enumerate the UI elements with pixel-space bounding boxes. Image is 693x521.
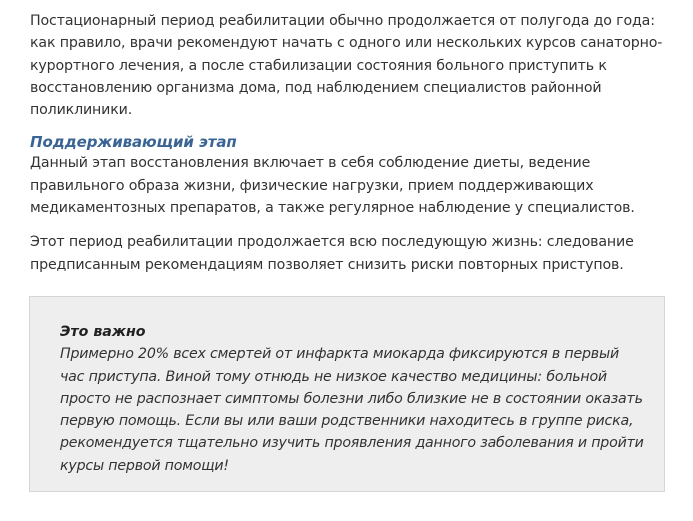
paragraph-post-hospital-period: Постационарный период реабилитации обычно продолжается от полугода до года: как правило, врачи рекомендуют начать с одного или нескольких курсов санаторно-курортного лечения, а после стабилизации состояния больного приступить к восстановлению организма дома, под наблюдением специалистов районной поликлиники. xyxy=(30,13,663,119)
notice-text: Примерно 20% всех смертей от инфаркта миокарда фиксируются в первый час приступа. Виной тому отнюдь не низкое качество медицины: больной просто не распознает симптомы болезни либо близкие не в состоянии оказать первую помощь. Если вы или ваши родственники находитесь в группе риска, рекомендуется тщательно изучить проявления данного заболевания и пройти курсы первой помощи! xyxy=(60,346,644,474)
notice-title: Это важно xyxy=(60,324,146,340)
article-body xyxy=(30,10,670,276)
paragraph-maintenance-description: Данный этап восстановления включает в себя соблюдение диеты, ведение правильного образа жизни, физические нагрузки, прием поддерживающих медикаментозных препаратов, а также регулярное наблюдение у специалистов. xyxy=(30,155,635,217)
section-heading-maintenance-stage: Поддерживающий этап xyxy=(30,133,237,152)
paragraph-lifelong-period: Этот период реабилитации продолжается всю последующую жизнь: следование предписанным рекомендациям позволяет снизить риски повторных приступов. xyxy=(30,234,634,273)
important-notice-box xyxy=(29,296,665,492)
